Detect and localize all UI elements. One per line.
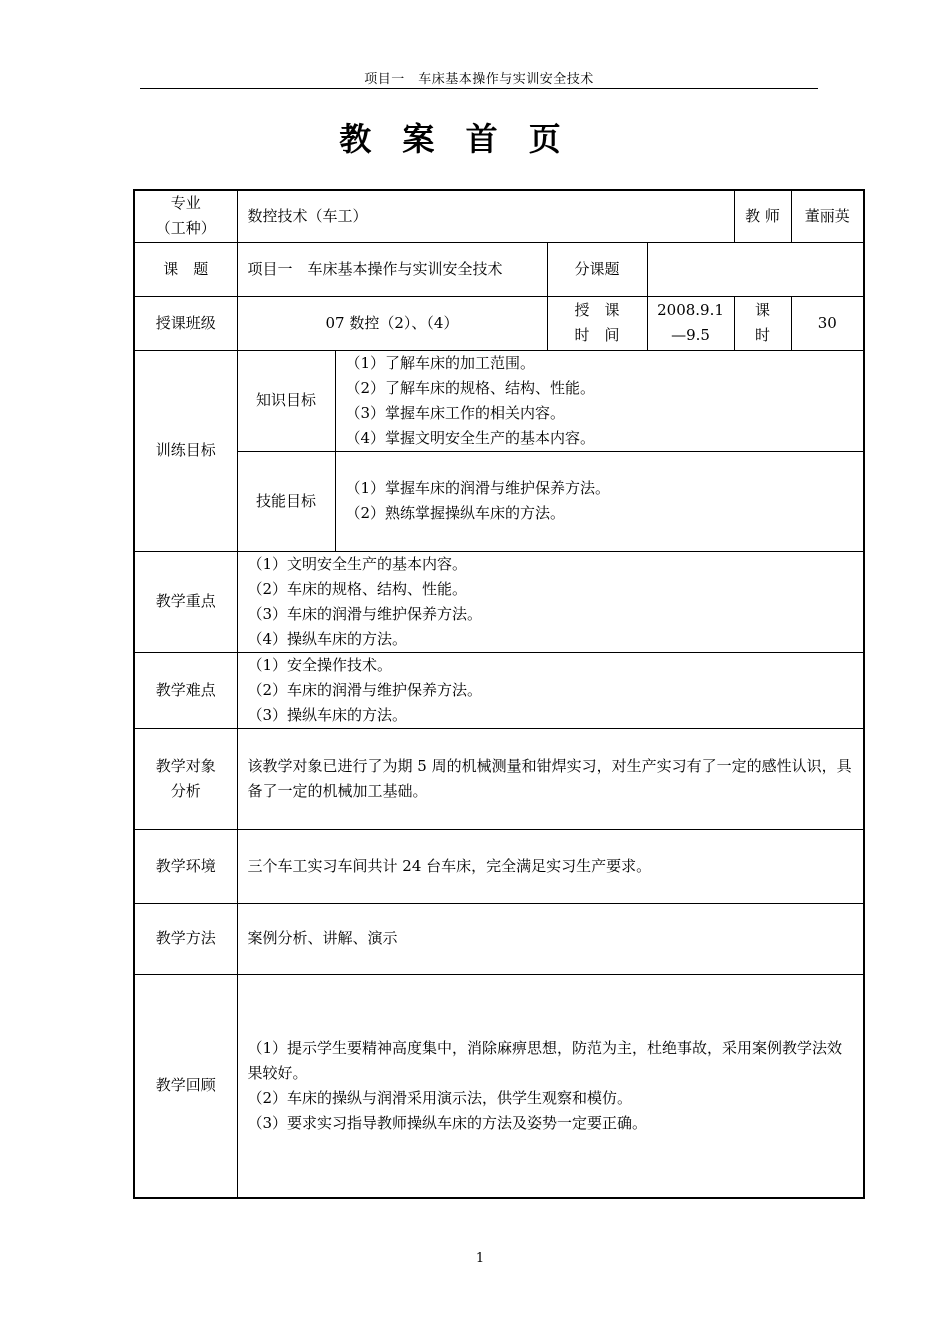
- topic-value: 项目一 车床基本操作与实训安全技术: [237, 242, 547, 296]
- hours-value: 30: [791, 296, 864, 350]
- skill-goals-label: 技能目标: [237, 451, 335, 551]
- row-audience-analysis: [134, 728, 864, 829]
- methods-text: 案例分析、讲解、演示: [237, 903, 864, 974]
- row-methods: [134, 903, 864, 974]
- list-item: （3）操纵车床的方法。: [247, 705, 408, 724]
- list-item: （1）提示学生要精神高度集中，消除麻痹思想，防范为主，杜绝事故，采用案例教学法效果较好。: [247, 1038, 843, 1082]
- hours-label: 课 时: [734, 296, 791, 350]
- class-value: 07 数控（2）、（4）: [237, 296, 547, 350]
- row-environment: [134, 829, 864, 903]
- list-item: （3）要求实习指导教师操纵车床的方法及姿势一定要正确。: [247, 1113, 648, 1132]
- difficulties-label: 教学难点: [134, 652, 237, 728]
- review-list: [237, 974, 864, 1198]
- methods-label: 教学方法: [134, 903, 237, 974]
- teacher-value: 董丽英: [791, 190, 864, 242]
- running-header: 项目一 车床基本操作与实训安全技术: [364, 72, 594, 87]
- knowledge-goals-label: 知识目标: [237, 350, 335, 451]
- knowledge-goals-list: [335, 350, 864, 451]
- page-title: 教 案 首 页: [339, 120, 571, 158]
- list-item: （3）车床的润滑与维护保养方法。: [247, 604, 483, 623]
- subtopic-label: 分课题: [547, 242, 647, 296]
- key-points-label: 教学重点: [134, 551, 237, 652]
- class-label: 授课班级: [134, 296, 237, 350]
- list-item: （2）熟练掌握操纵车床的方法。: [345, 504, 566, 522]
- header-rule: [140, 88, 818, 89]
- lesson-plan-table: [133, 189, 865, 1199]
- row-key-points: [134, 551, 864, 652]
- teacher-label: 教 师: [734, 190, 791, 242]
- row-knowledge-goals: [134, 350, 864, 451]
- row-review: [134, 974, 864, 1198]
- row-skill-goals: [134, 451, 864, 551]
- training-goals-label: 训练目标: [134, 350, 237, 551]
- list-item: （1）安全操作技术。: [247, 655, 393, 674]
- time-label: 授 课 时 间: [547, 296, 647, 350]
- list-item: （1）了解车床的加工范围。: [345, 353, 536, 372]
- review-label: 教学回顾: [134, 974, 237, 1198]
- row-difficulties: [134, 652, 864, 728]
- difficulties-list: [237, 652, 864, 728]
- list-item: （2）了解车床的规格、结构、性能。: [345, 378, 596, 397]
- list-item: （1）掌握车床的润滑与维护保养方法。: [345, 479, 611, 497]
- row-class: [134, 296, 864, 350]
- subtopic-value: [647, 242, 864, 296]
- time-value: 2008.9.1 —9.5: [647, 296, 734, 350]
- key-points-list: [237, 551, 864, 652]
- list-item: （2）车床的润滑与维护保养方法。: [247, 680, 483, 699]
- specialty-label: 专业 （工种）: [134, 190, 237, 242]
- audience-text: 该教学对象已进行了为期 5 周的机械测量和钳焊实习，对生产实习有了一定的感性认识，具备了一定的机械加工基础。: [237, 728, 864, 829]
- environment-label: 教学环境: [134, 829, 237, 903]
- list-item: （3）掌握车床工作的相关内容。: [345, 403, 566, 422]
- list-item: （2）车床的规格、结构、性能。: [247, 579, 468, 598]
- environment-text: 三个车工实习车间共计 24 台车床，完全满足实习生产要求。: [237, 829, 864, 903]
- list-item: （4）掌握文明安全生产的基本内容。: [345, 428, 596, 447]
- skill-goals-list: [335, 451, 864, 551]
- list-item: （1）文明安全生产的基本内容。: [247, 554, 468, 573]
- row-topic: [134, 242, 864, 296]
- specialty-value: 数控技术（车工）: [237, 190, 734, 242]
- audience-label: 教学对象 分析: [134, 728, 237, 829]
- row-specialty: [134, 190, 864, 242]
- list-item: （2）车床的操纵与润滑采用演示法，供学生观察和模仿。: [247, 1088, 633, 1107]
- list-item: （4）操纵车床的方法。: [247, 629, 408, 648]
- page-number: 1: [475, 1251, 485, 1266]
- topic-label: 课 题: [134, 242, 237, 296]
